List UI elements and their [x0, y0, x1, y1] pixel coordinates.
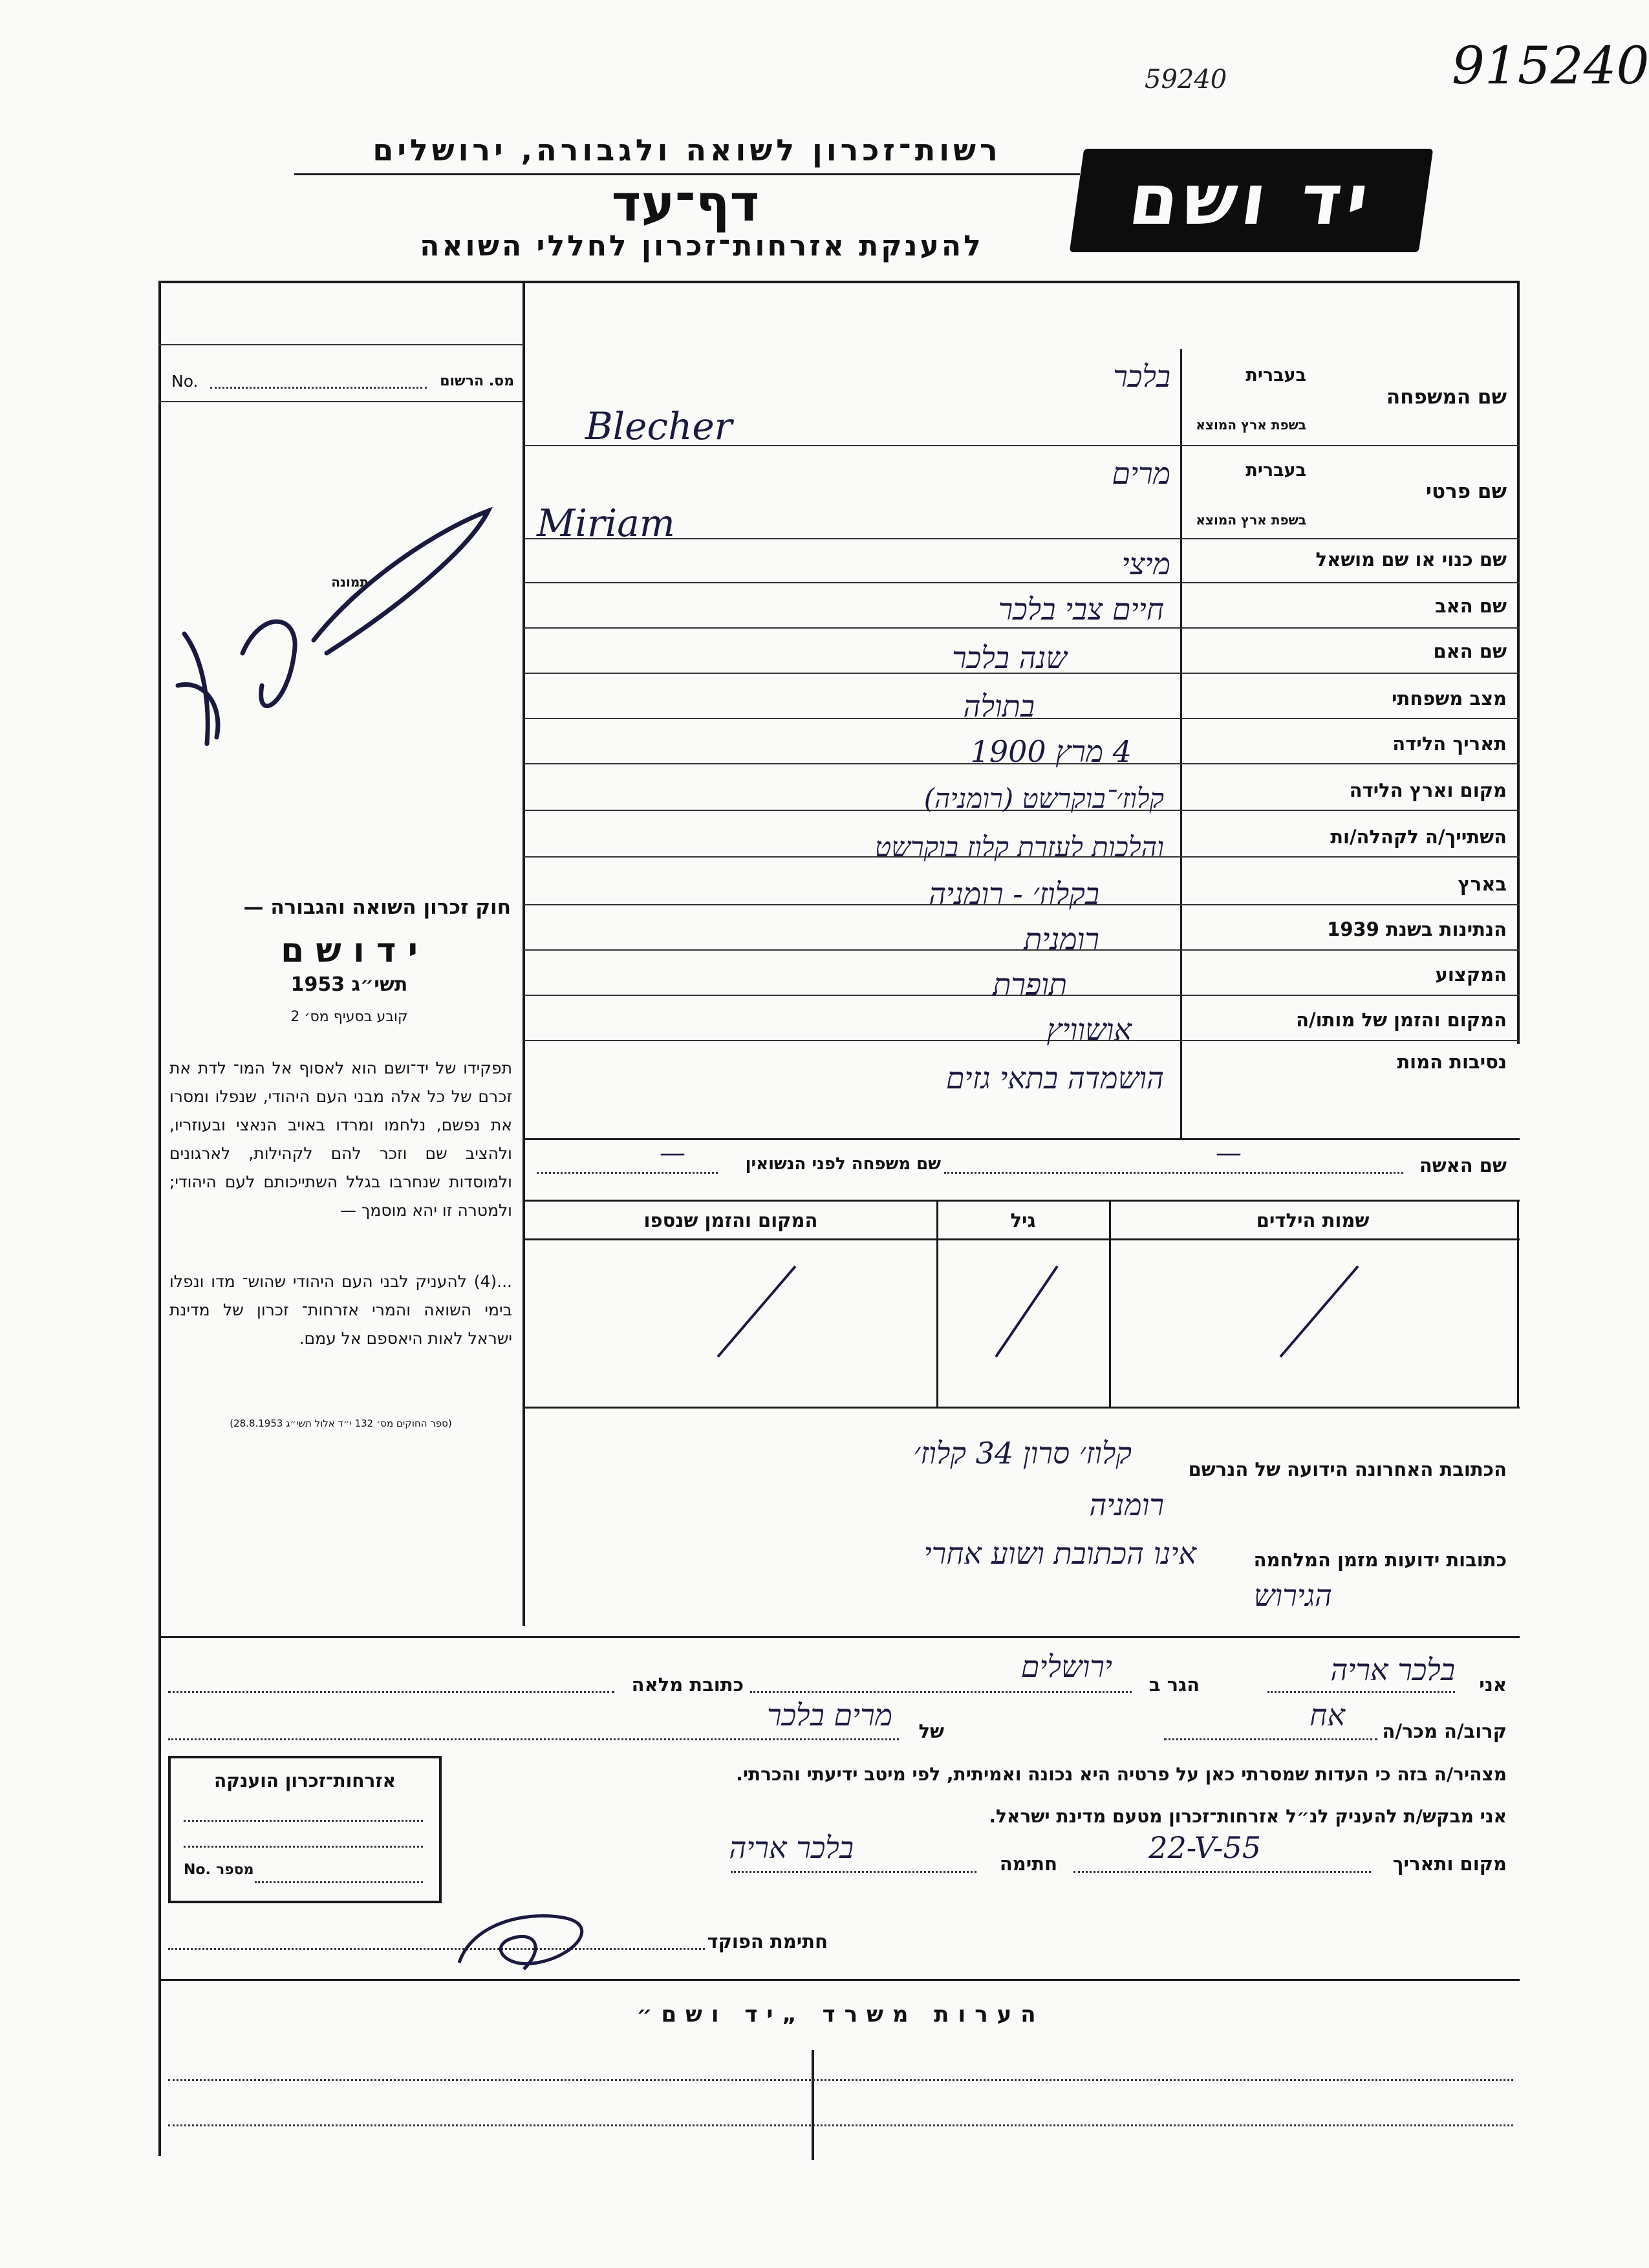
- marital-value: בתולה: [963, 689, 1035, 724]
- official-signature-label: חתימת הפוקד: [707, 1930, 828, 1952]
- signature-value: בלכר אריה: [729, 1830, 854, 1865]
- children-names-header: שמות הילדים: [1256, 1209, 1370, 1231]
- nickname-value: מיצי: [1121, 546, 1170, 581]
- mother-value: שנה בלכר: [952, 640, 1067, 675]
- children-age-header: גיל: [1010, 1209, 1036, 1231]
- last-address-line1: קלוז׳ סרון 34 קלוז׳: [913, 1436, 1132, 1471]
- death-cause-label: נסיבות המות: [1397, 1051, 1507, 1073]
- birth-place-value: קלוז׳־בוקרשט (רומניה): [923, 783, 1164, 814]
- wartime-address-label: כתובות ידועות מזמן המלחמה: [1253, 1549, 1507, 1571]
- last-address-line2: רומניה: [1089, 1487, 1164, 1522]
- law-title: חוק זכרון השואה והגבורה —: [243, 896, 511, 919]
- spouse-maiden-label: שם משפחה לפני הנשואין: [745, 1154, 941, 1174]
- family-name-sub-origin: בשפת ארץ המוצא: [1196, 417, 1306, 433]
- family-name-label: שם המשפחה: [1386, 385, 1507, 409]
- date-value: 22-V-55: [1148, 1830, 1261, 1865]
- children-place-header: המקום והזמן שנספו: [643, 1209, 818, 1231]
- birth-place-label: מקום וארץ הלידה: [1349, 779, 1507, 801]
- community-value: והלכות לעזרת קלוז בוקרשט: [874, 831, 1164, 863]
- photo-signature-scribble: [165, 491, 501, 763]
- first-name-sub-origin: בשפת ארץ המוצא: [1196, 512, 1306, 528]
- death-place-value: אושוויץ: [1046, 1012, 1132, 1047]
- death-place-label: המקום והזמן של מותו/ה: [1296, 1009, 1507, 1031]
- death-cause-value: הושמדה בתאי גזים: [945, 1061, 1164, 1096]
- request-text: אני מבקש/ת להעניק לנ״ל אזרחות־זכרון מטעם מדינת ישראל.: [989, 1806, 1507, 1827]
- last-address-label: הכתובת האחרונה הידועה של הנרשם: [1188, 1458, 1507, 1480]
- spouse-maiden-value: —: [660, 1138, 685, 1168]
- award-box: [168, 1756, 442, 1903]
- registration-no-label: מס. הרשום: [440, 373, 514, 389]
- first-name-origin-value: Miriam: [537, 501, 675, 545]
- photo-label: תמונה: [331, 574, 369, 590]
- profession-label: המקצוע: [1435, 964, 1507, 986]
- country-label: בארץ: [1458, 873, 1507, 895]
- law-citation: (ספר החוקים מס׳ 132 י״ד אלול תשי״ג 28.8.1953): [230, 1418, 452, 1429]
- first-name-hebrew-value: מרים: [1112, 456, 1170, 491]
- declare-text: מצהיר/ה בזה כי העדות שמסרתי כאן על פרטיה היא נכונה ואמיתית, לפי מיטב ידיעתי והכרתי.: [736, 1764, 1507, 1785]
- family-name-hebrew-value: בלכר: [1113, 359, 1170, 394]
- award-number-en: No.: [184, 1862, 211, 1878]
- law-year: תשי״ג 1953: [290, 973, 408, 996]
- of-value: מרים בלכר: [766, 1698, 892, 1733]
- relation-label: קרוב/ה מכר/ה: [1382, 1720, 1507, 1742]
- children-table-strikes: [524, 1240, 1520, 1407]
- award-number-label: מספר: [216, 1862, 254, 1878]
- birth-date-value: 4 מרץ 1900: [970, 734, 1132, 769]
- declarant-name-value: בלכר אריה: [1330, 1652, 1455, 1687]
- law-name: י ד ו ש ם: [281, 931, 418, 970]
- form-subtitle: להענקת אזרחות־זכרון לחללי השואה: [420, 230, 984, 263]
- law-text-purpose: תפקידו של יד־ושם הוא לאסוף אל המו־ לדת את זכרם של כל אלה מבני העם היהודי, שנפלו ומסרו את נפשם, נלחמו ומרדו באויב הנאצי ובעוזריו, ולהציב שם וזכר להם לקהילות, לארגונים ולמוסדות שנחרבו בגלל השתייכותם לעם היהודי; ולמטרה זו יהא מוסמך —: [169, 1059, 512, 1220]
- family-name-origin-value: Blecher: [585, 404, 733, 448]
- registration-no-en: No.: [171, 372, 199, 391]
- place-date-label: מקום ותאריך: [1392, 1853, 1507, 1875]
- full-address-label: כתובת מלאה: [631, 1674, 744, 1696]
- nationality-label: הנתינות בשנת 1939: [1327, 918, 1507, 940]
- community-label: השתייך/ה לקהלה/ות: [1330, 826, 1507, 848]
- form-title: דף־עד: [611, 175, 760, 233]
- logo-text: יד ושם: [1124, 160, 1379, 241]
- wartime-address-line1: אינו הכתובת ושוע אחרי: [923, 1536, 1196, 1571]
- nickname-label: שם כנוי או שם מושאל: [1315, 548, 1507, 570]
- residence-city-value: ירושלים: [1020, 1649, 1112, 1684]
- profession-value: תופרת: [993, 967, 1067, 1002]
- of-label: של: [918, 1720, 944, 1742]
- declarant-i-label: אני: [1479, 1674, 1507, 1696]
- spouse-value: —: [1216, 1138, 1242, 1168]
- archive-number-large: 915240: [1452, 36, 1649, 96]
- nationality-value: רומנית: [1024, 922, 1099, 956]
- authority-heading: רשות־זכרון לשואה ולגבורה, ירושלים: [372, 133, 1002, 167]
- mother-label: שם האם: [1433, 640, 1507, 662]
- country-value: בקלוז׳ - רומניה: [929, 876, 1099, 911]
- marital-status-label: מצב משפחתי: [1391, 687, 1507, 709]
- father-label: שם האב: [1434, 595, 1507, 617]
- family-name-sub-hebrew: בעברית: [1245, 365, 1306, 385]
- birth-date-label: תאריך הלידה: [1392, 733, 1507, 755]
- resides-label: הגר ב: [1148, 1674, 1200, 1696]
- archive-number-small: 59240: [1145, 65, 1227, 94]
- law-text-clause4: ...(4) להעניק לבני העם היהודי שהוש־ מדו ונפלו בימי השואה והמרי אזרחות־ זכרון של מדינת ישראל לאות היאספם אל עמם.: [169, 1272, 512, 1348]
- office-notes-heading: הערות משרד „יד ושם״: [636, 2002, 1045, 2027]
- father-value: חיים צבי בלכר: [998, 592, 1164, 627]
- official-signature-scribble: [446, 1898, 614, 1982]
- wartime-address-line2: הגירוש: [1253, 1578, 1332, 1613]
- first-name-label: שם פרטי: [1425, 480, 1507, 503]
- spouse-label: שם האשה: [1419, 1154, 1507, 1176]
- signature-label: חתימה: [999, 1853, 1057, 1875]
- law-clause: קובע בסעיף מס׳ 2: [290, 1009, 408, 1025]
- award-box-title: אזרחות־זכרון הוענקה: [214, 1770, 396, 1791]
- yad-vashem-logo: [1070, 149, 1433, 252]
- first-name-sub-hebrew: בעברית: [1245, 460, 1306, 481]
- relation-value: אח: [1310, 1698, 1345, 1733]
